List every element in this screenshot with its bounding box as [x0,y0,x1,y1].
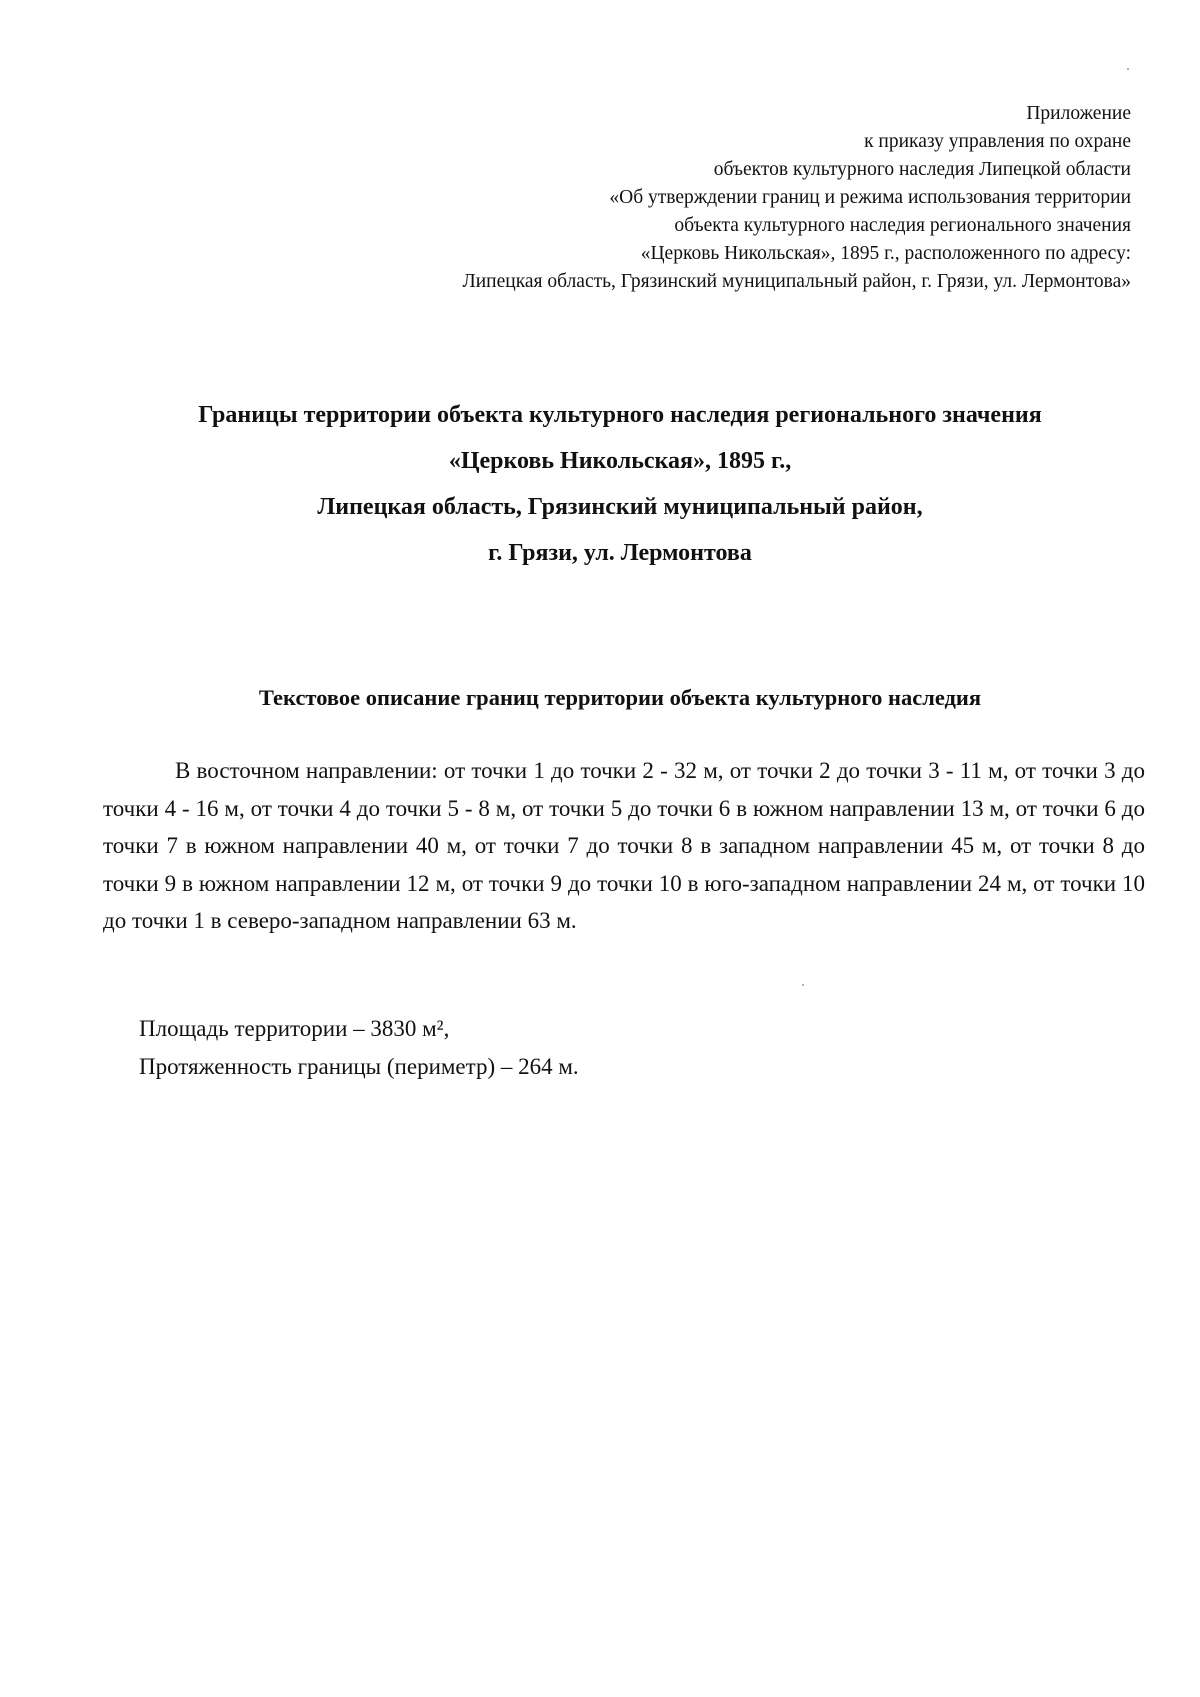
title-line-street: г. Грязи, ул. Лермонтова [488,540,752,566]
appendix-object-name-line: «Церковь Никольская», 1895 г., расположенного по адресу: [640,243,1131,264]
title-line-boundaries: Границы территории объекта культурного наследия регионального значения [198,402,1042,428]
title-line-object-name: «Церковь Никольская», 1895 г., [448,448,792,474]
boundary-description: В восточном направлении: от точки 1 до точки 2 - 32 м, от точки 2 до точки 3 - 11 м, от точки 3 до точки 4 - 16 м, от точки 4 до точки 5 - 8 м, от точки 5 до точки 6 в южном направлении 13 м, от точки 6 до точки 7 в южном направлении 40 м, от точки 7 до точки 8 в западном направлении 45 м, от точки 8 до точки 9 в южном направлении 12 м, от точки 9 до точки 10 в юго-западном направлении 24 м, от точки 10 до точки 1 в северо-западном направлении 63 м. [103,758,1145,934]
appendix-object-line: объекта культурного наследия регионального значения [674,215,1131,236]
appendix-order-line: к приказу управления по охране [864,131,1131,152]
scan-speck [802,984,804,986]
territory-metrics [139,1010,1039,1086]
scan-speck [1127,68,1129,70]
territory-perimeter: Протяженность границы (периметр) – 264 м. [139,1054,579,1079]
territory-area: Площадь территории – 3830 м², [139,1016,450,1041]
appendix-address-line: Липецкая область, Грязинский муниципальный район, г. Грязи, ул. Лермонтова» [462,271,1131,292]
document-title [90,392,1150,576]
appendix-authority-line: объектов культурного наследия Липецкой области [713,159,1131,180]
appendix-order-title-line: «Об утверждении границ и режима использования территории [609,187,1131,208]
appendix-label: Приложение [1026,103,1131,124]
title-line-region: Липецкая область, Грязинский муниципальный район, [317,494,923,520]
appendix-header [131,100,1131,296]
section-heading: Текстовое описание границ территории объекта культурного наследия [258,685,982,710]
